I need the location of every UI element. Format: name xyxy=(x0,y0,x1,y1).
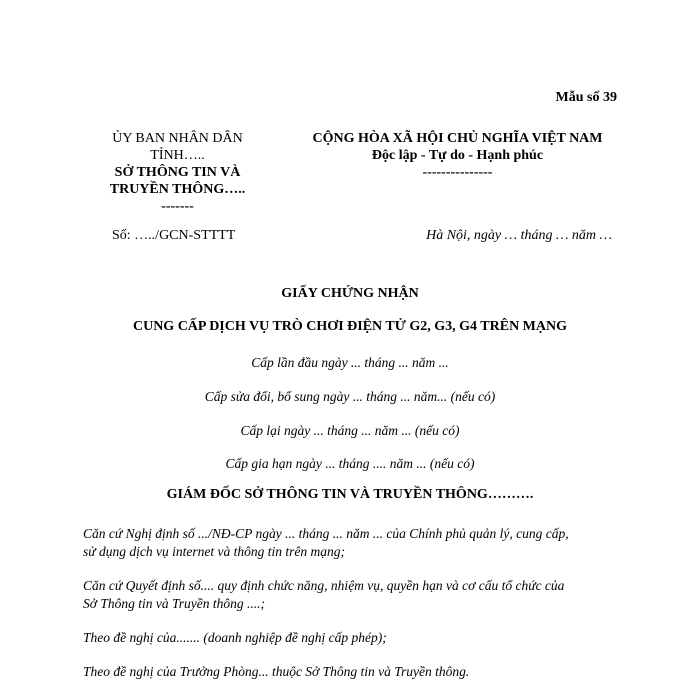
authority-line-4: TRUYỀN THÔNG….. xyxy=(109,182,246,197)
issue-line-amended: Cấp sửa đổi, bổ sung ngày ... tháng ... năm... (nếu có) xyxy=(204,389,496,404)
authority-line-1: ỦY BAN NHÂN DÂN xyxy=(112,131,243,146)
issuing-authority-header xyxy=(95,130,260,215)
national-divider: --------------- xyxy=(422,165,493,180)
paragraph-enterprise-request: Theo đề nghị của....... (doanh nghiệp đề nghị cấp phép); xyxy=(83,630,387,645)
place-date: Hà Nội, ngày … tháng … năm … xyxy=(426,228,612,243)
paragraph-decision-line-2: Sở Thông tin và Truyền thông ....; xyxy=(83,596,265,611)
issue-line-reissued: Cấp lại ngày ... tháng ... năm ... (nếu có) xyxy=(240,423,460,438)
paragraph-decree-line-2: sử dụng dịch vụ internet và thông tin trên mạng; xyxy=(83,544,345,559)
reference-number: Số: …../GCN-STTTT xyxy=(112,228,236,243)
national-motto: Độc lập - Tự do - Hạnh phúc xyxy=(371,148,544,163)
paragraph-decision xyxy=(83,577,628,613)
issue-line-extended: Cấp gia hạn ngày ... tháng .... năm ... (nếu có) xyxy=(225,456,475,471)
paragraph-decree xyxy=(83,525,628,561)
paragraph-decree-line-1: Căn cứ Nghị định số .../NĐ-CP ngày ... tháng ... năm ... của Chính phủ quản lý, cung cấp, xyxy=(83,526,569,541)
document-title: GIẤY CHỨNG NHẬN xyxy=(281,286,419,301)
authority-line-2: TỈNH….. xyxy=(150,148,205,163)
document-subtitle: CUNG CẤP DỊCH VỤ TRÒ CHƠI ĐIỆN TỬ G2, G3, G4 TRÊN MẠNG xyxy=(132,319,568,334)
authority-divider: ------- xyxy=(161,199,194,214)
paragraph-decision-line-1: Căn cứ Quyết định số.... quy định chức năng, nhiệm vụ, quyền hạn và cơ cấu tổ chức của xyxy=(83,578,565,593)
form-number: Mẫu số 39 xyxy=(555,90,617,105)
issue-line-first: Cấp lần đầu ngày ... tháng ... năm ... xyxy=(251,355,449,370)
director-line: GIÁM ĐỐC SỞ THÔNG TIN VÀ TRUYỀN THÔNG………. xyxy=(166,487,534,502)
national-header xyxy=(285,130,630,181)
authority-line-3: SỞ THÔNG TIN VÀ xyxy=(114,165,241,180)
national-title: CỘNG HÒA XÃ HỘI CHỦ NGHĨA VIỆT NAM xyxy=(312,131,603,146)
paragraph-head-request: Theo đề nghị của Trưởng Phòng... thuộc Sở Thông tin và Truyền thông. xyxy=(83,664,470,679)
